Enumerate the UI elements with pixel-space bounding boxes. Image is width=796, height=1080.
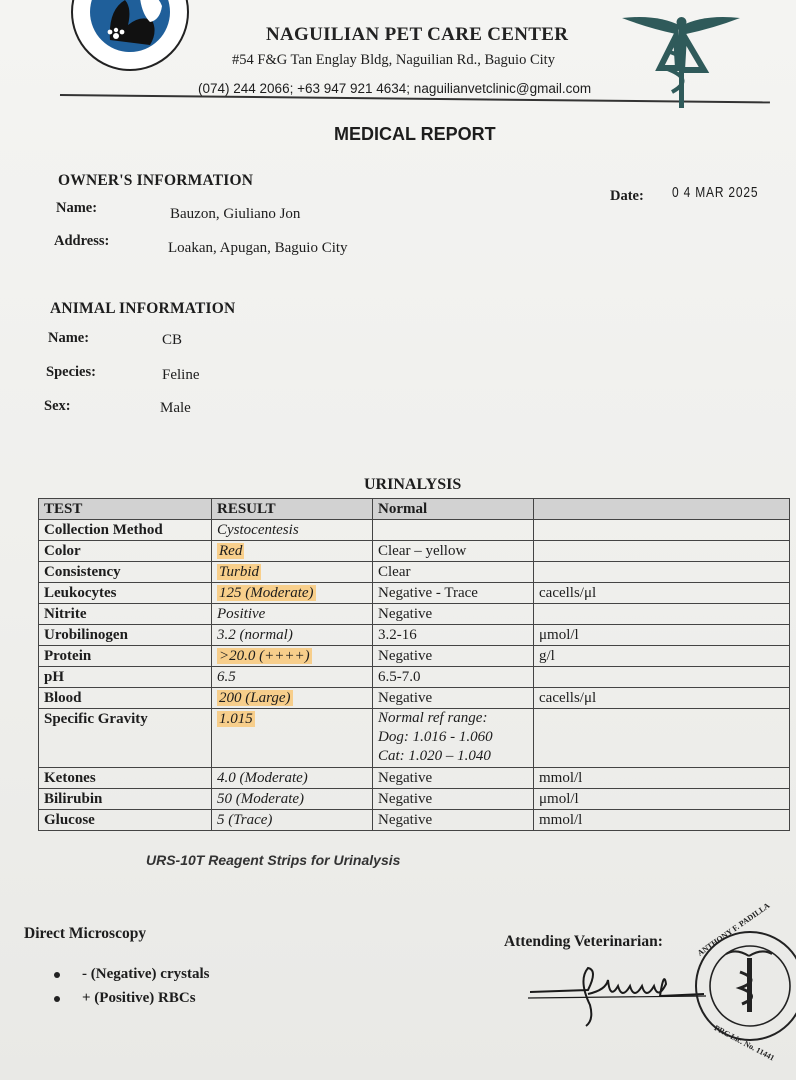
- test-name: pH: [39, 667, 212, 688]
- table-row: [39, 583, 790, 604]
- test-result: Cystocentesis: [212, 520, 373, 541]
- table-row: [39, 625, 790, 646]
- test-unit: [534, 604, 790, 625]
- animal-name: CB: [162, 332, 183, 348]
- normal-range-title: Normal ref range:: [378, 710, 488, 726]
- test-normal: Negative: [373, 789, 534, 810]
- test-result-highlighted: 125 (Moderate): [219, 585, 314, 601]
- animal-sex: Male: [160, 400, 191, 416]
- clinic-logo-icon: [70, 0, 190, 82]
- animal-species-label: Species:: [46, 364, 96, 380]
- test-unit: μmol/l: [534, 789, 790, 810]
- test-unit: [534, 520, 790, 541]
- normal-range-dog: Dog: 1.016 - 1.060: [378, 729, 493, 745]
- table-row: [39, 810, 790, 831]
- test-normal: Negative: [373, 810, 534, 831]
- clinic-contact: (074) 244 2066; +63 947 921 4634; naguilianvetclinic@gmail.com: [198, 81, 592, 96]
- test-unit: [534, 709, 790, 768]
- animal-name-label: Name:: [48, 330, 90, 346]
- test-result: 50 (Moderate): [212, 789, 373, 810]
- table-row: [39, 768, 790, 789]
- test-normal: Clear – yellow: [373, 541, 534, 562]
- test-unit: mmol/l: [534, 810, 790, 831]
- microscopy-item: [54, 990, 196, 1007]
- header-unit: [534, 499, 790, 520]
- table-header-row: [39, 499, 790, 520]
- test-unit: [534, 667, 790, 688]
- table-row: [39, 667, 790, 688]
- table-row: [39, 646, 790, 667]
- microscopy-title: Direct Microscopy: [24, 925, 147, 942]
- test-result-highlighted: 1.015: [219, 711, 253, 727]
- svg-text:PRC Lic. No. 11441: PRC Lic. No. 11441: [712, 1023, 776, 1063]
- date-label: Date:: [610, 188, 644, 204]
- bullet-icon: [54, 996, 60, 1002]
- table-row: [39, 709, 790, 768]
- vet-stamp-icon: [692, 900, 796, 1063]
- test-name: Collection Method: [39, 520, 212, 541]
- reagent-note: URS-10T Reagent Strips for Urinalysis: [146, 852, 401, 868]
- test-name: Glucose: [39, 810, 212, 831]
- test-name: Urobilinogen: [39, 625, 212, 646]
- animal-species: Feline: [162, 367, 200, 383]
- veterinarian-label: Attending Veterinarian:: [504, 933, 663, 950]
- test-result: Positive: [212, 604, 373, 625]
- test-normal: Negative: [373, 768, 534, 789]
- test-unit: μmol/l: [534, 625, 790, 646]
- test-normal: Negative: [373, 688, 534, 709]
- test-normal: Negative - Trace: [373, 583, 534, 604]
- owner-name-label: Name:: [56, 200, 98, 216]
- bullet-icon: [54, 972, 60, 978]
- owner-address-label: Address:: [54, 233, 110, 249]
- test-result-highlighted: >20.0 (++++): [219, 648, 310, 664]
- test-result: 5 (Trace): [212, 810, 373, 831]
- test-name: Consistency: [39, 562, 212, 583]
- test-normal: Negative: [373, 604, 534, 625]
- microscopy-item-text: + (Positive) RBCs: [82, 990, 196, 1006]
- owner-address: Loakan, Apugan, Baguio City: [168, 240, 348, 256]
- test-result-highlighted: 200 (Large): [219, 690, 291, 706]
- microscopy-item-text: - (Negative) crystals: [82, 966, 210, 982]
- urinalysis-table: [38, 498, 790, 831]
- test-name: Color: [39, 541, 212, 562]
- test-normal: [373, 520, 534, 541]
- header-result: RESULT: [212, 499, 373, 520]
- test-normal-range: [373, 709, 534, 768]
- signature-icon: [528, 960, 708, 1030]
- header-test: TEST: [39, 499, 212, 520]
- test-unit: [534, 562, 790, 583]
- table-row: [39, 604, 790, 625]
- test-normal: Clear: [373, 562, 534, 583]
- test-name: Protein: [39, 646, 212, 667]
- normal-range-cat: Cat: 1.020 – 1.040: [378, 748, 491, 764]
- test-result-highlighted: Turbid: [219, 564, 260, 580]
- test-unit: mmol/l: [534, 768, 790, 789]
- test-name: Specific Gravity: [39, 709, 212, 768]
- microscopy-item: [54, 966, 209, 983]
- test-name: Nitrite: [39, 604, 212, 625]
- clinic-address: #54 F&G Tan Englay Bldg, Naguilian Rd., Baguio City: [232, 52, 555, 68]
- veterinary-caduceus-icon: [618, 8, 744, 110]
- test-name: Ketones: [39, 768, 212, 789]
- date-value: 0 4 MAR 2025: [672, 184, 759, 201]
- test-result: 6.5: [212, 667, 373, 688]
- table-row: [39, 541, 790, 562]
- test-normal: Negative: [373, 646, 534, 667]
- test-result-highlighted: Red: [219, 543, 243, 559]
- test-name: Leukocytes: [39, 583, 212, 604]
- urinalysis-title: URINALYSIS: [364, 476, 462, 493]
- owner-name: Bauzon, Giuliano Jon: [170, 206, 301, 222]
- test-normal: 3.2-16: [373, 625, 534, 646]
- test-result: 3.2 (normal): [212, 625, 373, 646]
- test-unit: cacells/μl: [534, 688, 790, 709]
- table-row: [39, 562, 790, 583]
- header-normal: Normal: [373, 499, 534, 520]
- test-unit: [534, 541, 790, 562]
- table-row: [39, 520, 790, 541]
- table-row: [39, 789, 790, 810]
- report-title: MEDICAL REPORT: [334, 124, 496, 144]
- test-normal: 6.5-7.0: [373, 667, 534, 688]
- animal-sex-label: Sex:: [44, 398, 71, 414]
- test-name: Bilirubin: [39, 789, 212, 810]
- owner-section-title: OWNER'S INFORMATION: [58, 172, 254, 189]
- animal-section-title: ANIMAL INFORMATION: [50, 300, 236, 317]
- test-result: 4.0 (Moderate): [212, 768, 373, 789]
- svg-text:ANTHONY F. PADILLA: ANTHONY F. PADILLA: [695, 900, 772, 958]
- clinic-name: NAGUILIAN PET CARE CENTER: [266, 24, 569, 45]
- table-row: [39, 688, 790, 709]
- test-unit: g/l: [534, 646, 790, 667]
- test-unit: cacells/μl: [534, 583, 790, 604]
- test-name: Blood: [39, 688, 212, 709]
